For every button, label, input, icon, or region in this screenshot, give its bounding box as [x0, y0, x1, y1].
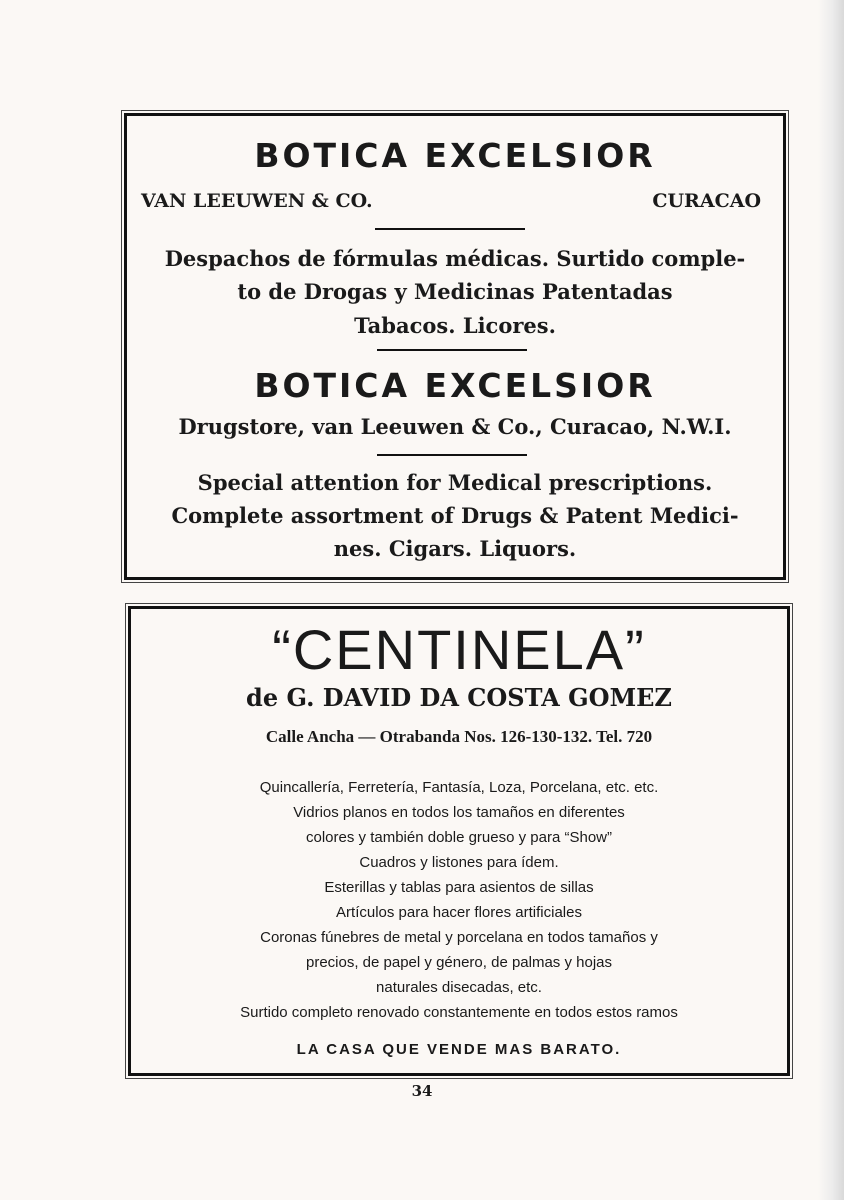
divider-rule [375, 228, 525, 230]
advertisement-botica-excelsior [124, 113, 786, 580]
merchandise-line: naturales disecadas, etc. [376, 979, 542, 996]
merchandise-line: precios, de papel y género, de palmas y hojas [305, 954, 613, 971]
merchandise-line: Artículos para hacer flores artificiales [336, 904, 582, 921]
page-number: 34 [411, 1082, 433, 1100]
spanish-description-line: to de Drogas y Medicinas Patentadas [237, 279, 673, 304]
english-description-line: nes. Cigars. Liquors. [333, 536, 577, 561]
spanish-description-line: Tabacos. Licores. [354, 313, 556, 338]
ad-title-english: BOTICA EXCELSIOR [254, 366, 656, 405]
owner-line: de G. DAVID DA COSTA GOMEZ [246, 683, 672, 712]
merchandise-line: Cuadros y listones para ídem. [359, 854, 559, 871]
english-description-line: Special attention for Medical prescriptions. [197, 470, 713, 495]
slogan: LA CASA QUE VENDE MAS BARATO. [296, 1041, 622, 1058]
merchandise-line: colores y también doble grueso y para “Show” [306, 829, 612, 846]
city-name: CURACAO [652, 190, 761, 212]
merchandise-line: Esterillas y tablas para asientos de sillas [324, 879, 594, 896]
firm-name: VAN LEEUWEN & CO. [141, 190, 373, 212]
drugstore-line: Drugstore, van Leeuwen & Co., Curacao, N.W.I. [178, 414, 732, 439]
address-line: Calle Ancha — Otrabanda Nos. 126-130-132. Tel. 720 [265, 727, 653, 746]
divider-rule [377, 349, 527, 351]
advertisement-centinela [128, 606, 790, 1076]
merchandise-line: Quincallería, Ferretería, Fantasía, Loza, Porcelana, etc. etc. [259, 779, 659, 796]
merchandise-line: Coronas fúnebres de metal y porcelana en todos tamaños y [260, 929, 658, 946]
spanish-description-line: Despachos de fórmulas médicas. Surtido comple- [164, 246, 746, 271]
divider-rule [377, 454, 527, 456]
merchandise-line: Vidrios planos en todos los tamaños en diferentes [293, 804, 625, 821]
merchandise-line: Surtido completo renovado constantemente en todos estos ramos [240, 1004, 678, 1021]
english-description-line: Complete assortment of Drugs & Patent Medici- [171, 503, 739, 528]
page-edge-shadow [818, 0, 844, 1200]
ad-title-spanish: BOTICA EXCELSIOR [254, 136, 656, 175]
ad-title-centinela: “CENTINELA” [272, 618, 646, 681]
